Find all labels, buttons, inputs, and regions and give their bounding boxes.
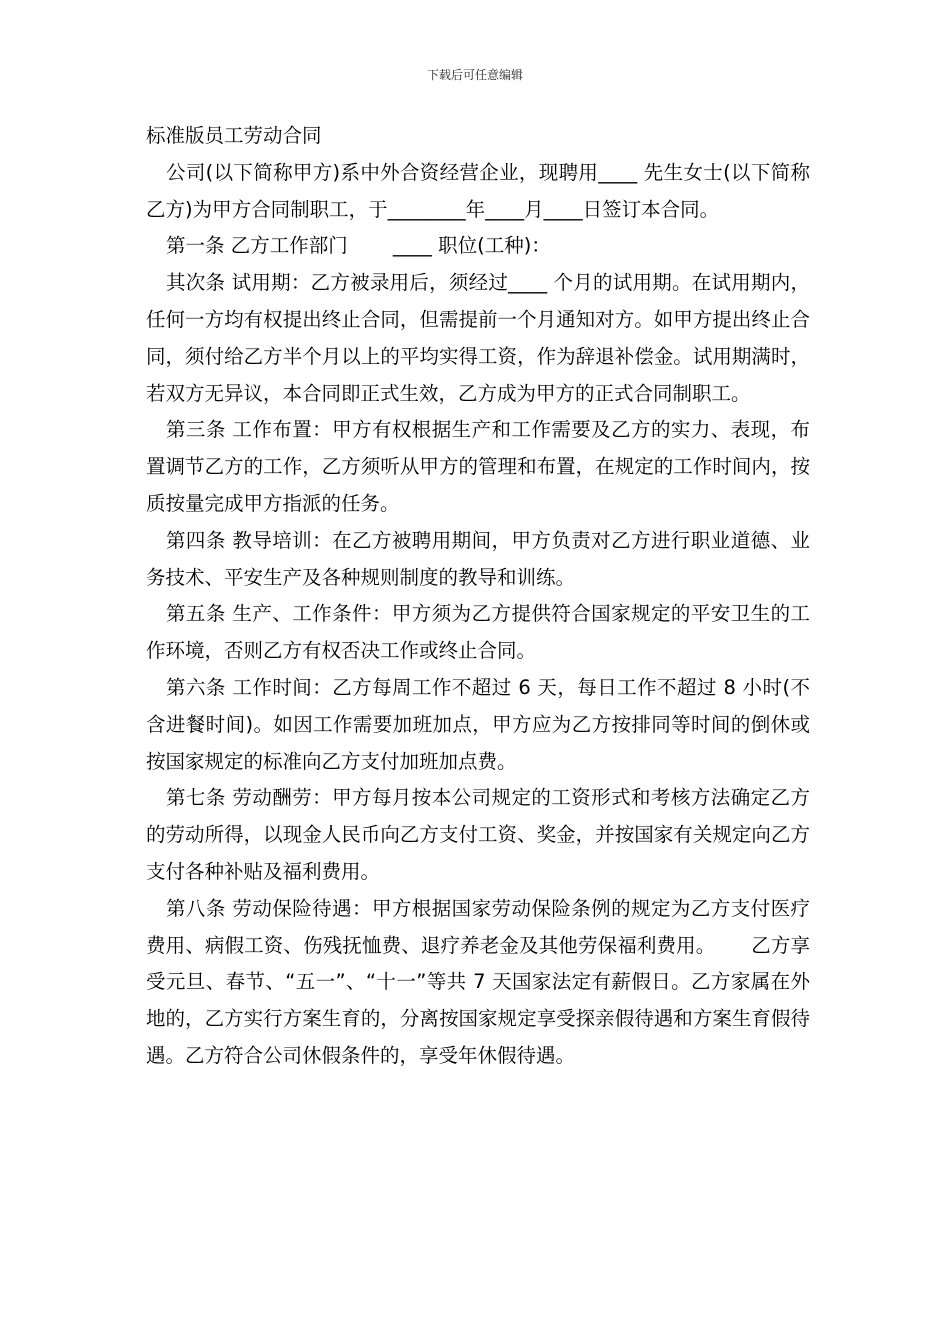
paragraph-article-4: 第四条 教导培训：在乙方被聘用期间，甲方负责对乙方进行职业道德、业务技术、平安生产及各种规则制度的教导和训练。 [146,528,810,589]
document-title: 标准版员工劳动合同 [146,124,322,147]
document-body [146,118,810,1075]
paragraph-article-3: 第三条 工作布置：甲方有权根据生产和工作需要及乙方的实力、表现，布置调节乙方的工作，乙方须听从甲方的管理和布置，在规定的工作时间内，按质按量完成甲方指派的任务。 [146,418,810,515]
paragraph-intro: 公司(以下简称甲方)系中外合资经营企业，现聘用____ 先生女士(以下简称乙方)为甲方合同制职工，于________年____月____日签订本合同。 [146,160,810,221]
paragraph-article-5: 第五条 生产、工作条件：甲方须为乙方提供符合国家规定的平安卫生的工作环境，否则乙方有权否决工作或终止合同。 [146,602,810,663]
paragraph-article-2: 其次条 试用期：乙方被录用后，须经过____ 个月的试用期。在试用期内，任何一方均有权提出终止合同，但需提前一个月通知对方。如甲方提出终止合同，须付给乙方半个月以上的平均实得工资，作为辞退补偿金。试用期满时，若双方无异议，本合同即正式生效，乙方成为甲方的正式合同制职工。 [146,271,810,405]
paragraph-article-1: 第一条 乙方工作部门 ____ 职位(工种)： [166,234,551,258]
paragraph-article-7: 第七条 劳动酬劳：甲方每月按本公司规定的工资形式和考核方法确定乙方的劳动所得，以现金人民币向乙方支付工资、奖金，并按国家有关规定向乙方支付各种补贴及福利费用。 [146,786,810,883]
paragraph-article-8: 第八条 劳动保险待遇：甲方根据国家劳动保险条例的规定为乙方支付医疗费用、病假工资、伤残抚恤费、退疗养老金及其他劳保福利费用。 乙方享受元旦、春节、“五一”、“十一”等共 7 天国家法定有薪假日。乙方家属在外地的，乙方实行方案生育的，分离按国家规定享受探亲假待遇和方案生育假待遇。乙方符合公司休假条件的，享受年休假待遇。 [146,896,810,1067]
paragraph-article-6: 第六条 工作时间：乙方每周工作不超过 6 天，每日工作不超过 8 小时(不含进餐时间)。如因工作需要加班加点，甲方应为乙方按排同等时间的倒休或按国家规定的标准向乙方支付加班加点费。 [146,675,810,773]
header-note: 下载后可任意编辑 [426,68,523,82]
